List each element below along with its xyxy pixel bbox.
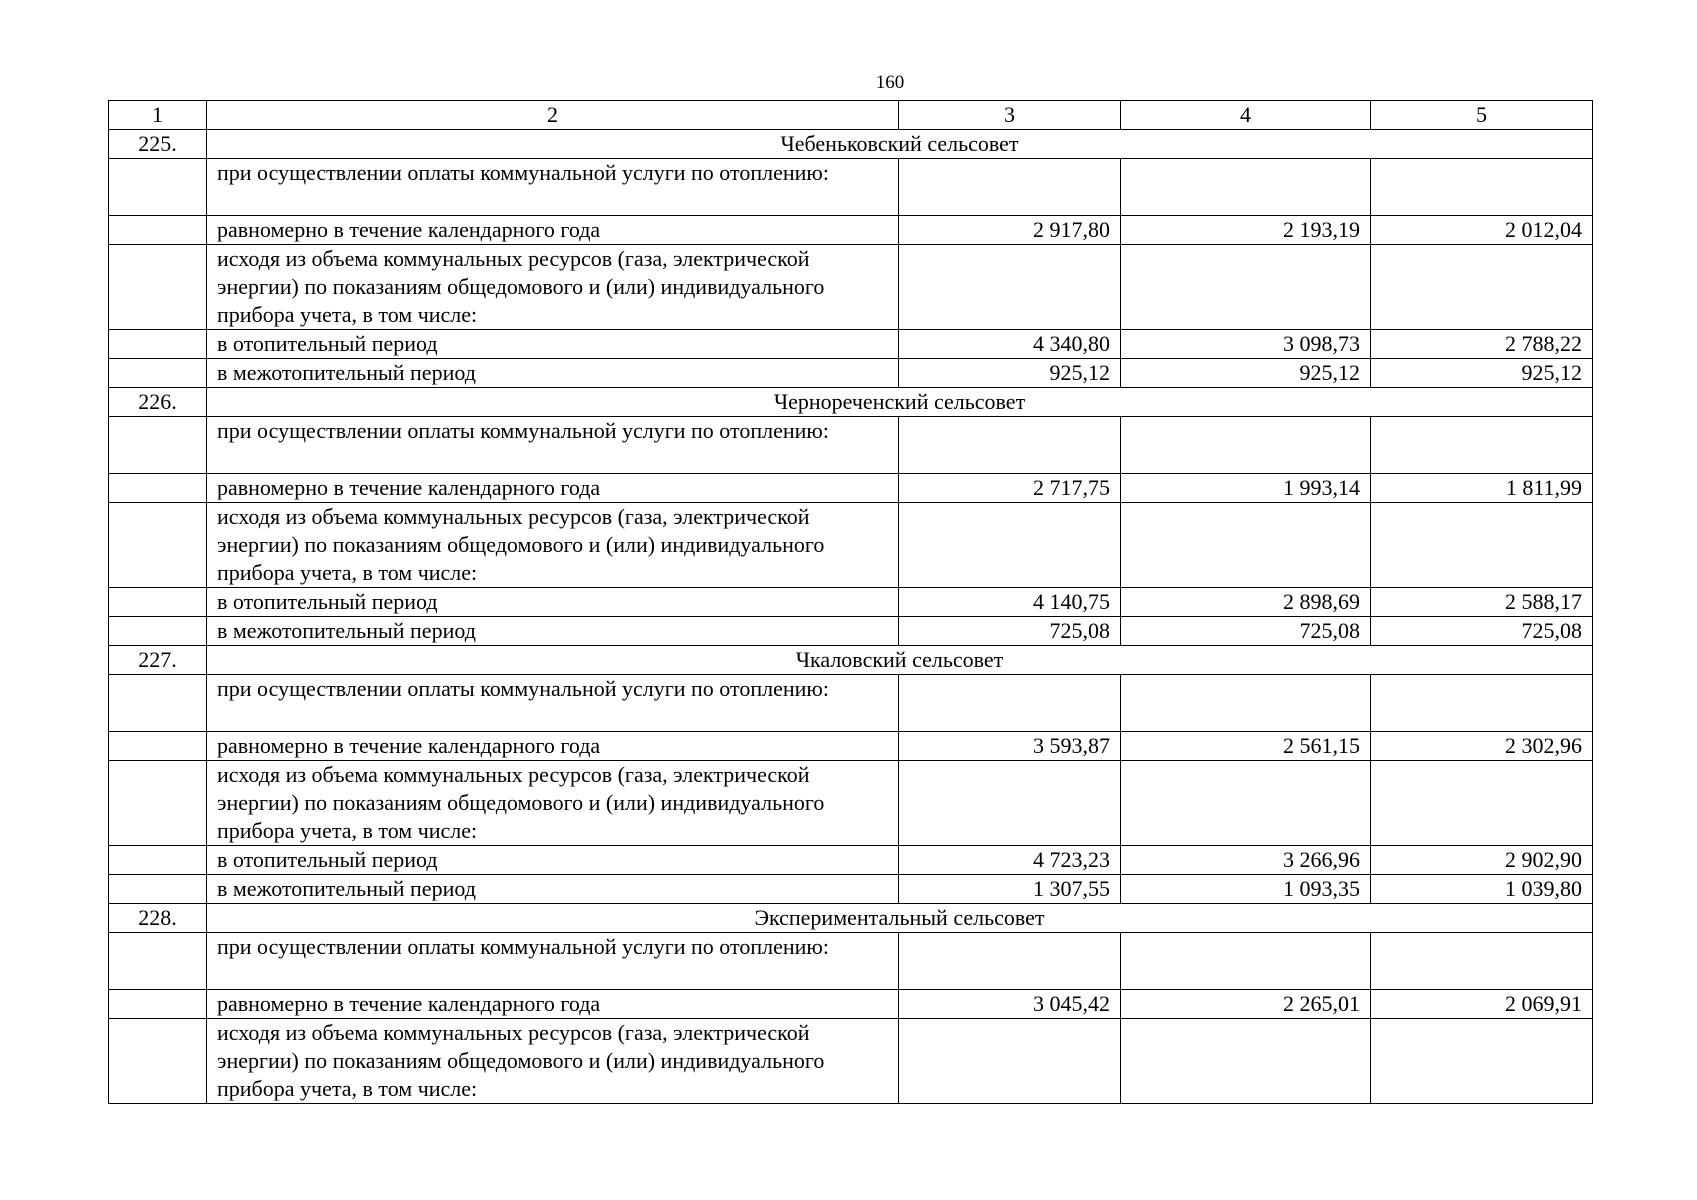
table-row: [109, 417, 1593, 474]
row-description: в отопительный период: [207, 330, 899, 359]
row-number: 228.: [109, 904, 207, 933]
value-col-3: [899, 933, 1121, 990]
row-number: 226.: [109, 388, 207, 417]
value-col-3: 4 140,75: [899, 588, 1121, 617]
value-col-4: 2 898,69: [1121, 588, 1371, 617]
table-row: [109, 588, 1593, 617]
value-col-4: 1 093,35: [1121, 875, 1371, 904]
value-col-3: 1 307,55: [899, 875, 1121, 904]
table-row: [109, 990, 1593, 1019]
empty-number-cell: [109, 617, 207, 646]
value-col-5: [1371, 1019, 1593, 1104]
value-col-3: [899, 159, 1121, 216]
row-description: в отопительный период: [207, 588, 899, 617]
section-header-row: [109, 646, 1593, 675]
value-col-5: [1371, 417, 1593, 474]
empty-number-cell: [109, 245, 207, 330]
empty-number-cell: [109, 359, 207, 388]
column-number-row: [109, 101, 1593, 130]
empty-number-cell: [109, 159, 207, 216]
row-description: равномерно в течение календарного года: [207, 732, 899, 761]
value-col-4: [1121, 933, 1371, 990]
value-col-5: 2 588,17: [1371, 588, 1593, 617]
table-row: [109, 675, 1593, 732]
empty-number-cell: [109, 1019, 207, 1104]
table-row: [109, 617, 1593, 646]
value-col-4: [1121, 761, 1371, 846]
value-col-3: 4 340,80: [899, 330, 1121, 359]
value-col-4: [1121, 1019, 1371, 1104]
value-col-5: [1371, 503, 1593, 588]
table-row: [109, 474, 1593, 503]
value-col-4: 925,12: [1121, 359, 1371, 388]
value-col-5: 2 302,96: [1371, 732, 1593, 761]
value-col-3: [899, 503, 1121, 588]
row-description: при осуществлении оплаты коммунальной услуги по отоплению:: [207, 675, 899, 732]
column-header: 4: [1121, 101, 1371, 130]
empty-number-cell: [109, 990, 207, 1019]
row-description: равномерно в течение календарного года: [207, 990, 899, 1019]
value-col-5: 925,12: [1371, 359, 1593, 388]
value-col-5: 2 902,90: [1371, 846, 1593, 875]
value-col-3: [899, 761, 1121, 846]
value-col-3: 2 717,75: [899, 474, 1121, 503]
value-col-5: 2 012,04: [1371, 216, 1593, 245]
value-col-3: [899, 675, 1121, 732]
empty-number-cell: [109, 675, 207, 732]
value-col-4: 2 561,15: [1121, 732, 1371, 761]
column-header: 3: [899, 101, 1121, 130]
value-col-3: [899, 417, 1121, 474]
table-row: [109, 503, 1593, 588]
row-description: в отопительный период: [207, 846, 899, 875]
page-number: 160: [875, 72, 905, 93]
row-description: равномерно в течение календарного года: [207, 474, 899, 503]
value-col-3: 4 723,23: [899, 846, 1121, 875]
value-col-5: 1 811,99: [1371, 474, 1593, 503]
value-col-4: [1121, 503, 1371, 588]
row-description: исходя из объема коммунальных ресурсов (газа, электрической энергии) по показаниям общедомового и (или) индивидуального прибора учета, в том числе:: [207, 761, 899, 846]
table-row: [109, 846, 1593, 875]
value-col-3: 3 593,87: [899, 732, 1121, 761]
table-row: [109, 933, 1593, 990]
table-row: [109, 761, 1593, 846]
settlement-name: Чкаловский сельсовет: [207, 646, 1593, 675]
row-description: равномерно в течение календарного года: [207, 216, 899, 245]
section-header-row: [109, 130, 1593, 159]
value-col-4: 3 098,73: [1121, 330, 1371, 359]
row-description: исходя из объема коммунальных ресурсов (газа, электрической энергии) по показаниям общедомового и (или) индивидуального прибора учета, в том числе:: [207, 503, 899, 588]
value-col-4: [1121, 245, 1371, 330]
value-col-3: 2 917,80: [899, 216, 1121, 245]
value-col-3: 3 045,42: [899, 990, 1121, 1019]
tariff-table: [108, 100, 1593, 1104]
empty-number-cell: [109, 588, 207, 617]
empty-number-cell: [109, 846, 207, 875]
value-col-4: 1 993,14: [1121, 474, 1371, 503]
table-row: [109, 245, 1593, 330]
value-col-5: 725,08: [1371, 617, 1593, 646]
table-row: [109, 330, 1593, 359]
value-col-5: [1371, 761, 1593, 846]
value-col-3: 725,08: [899, 617, 1121, 646]
value-col-3: [899, 245, 1121, 330]
empty-number-cell: [109, 474, 207, 503]
value-col-4: 3 266,96: [1121, 846, 1371, 875]
empty-number-cell: [109, 503, 207, 588]
table-row: [109, 159, 1593, 216]
value-col-3: [899, 1019, 1121, 1104]
column-header: 5: [1371, 101, 1593, 130]
value-col-4: [1121, 675, 1371, 732]
section-header-row: [109, 388, 1593, 417]
settlement-name: Экспериментальный сельсовет: [207, 904, 1593, 933]
value-col-5: [1371, 159, 1593, 216]
settlement-name: Чернореченский сельсовет: [207, 388, 1593, 417]
row-description: исходя из объема коммунальных ресурсов (газа, электрической энергии) по показаниям общедомового и (или) индивидуального прибора учета, в том числе:: [207, 245, 899, 330]
row-description: в межотопительный период: [207, 617, 899, 646]
value-col-5: 2 788,22: [1371, 330, 1593, 359]
empty-number-cell: [109, 875, 207, 904]
table-row: [109, 875, 1593, 904]
empty-number-cell: [109, 933, 207, 990]
table-row: [109, 1019, 1593, 1104]
empty-number-cell: [109, 417, 207, 474]
value-col-4: [1121, 159, 1371, 216]
settlement-name: Чебеньковский сельсовет: [207, 130, 1593, 159]
empty-number-cell: [109, 216, 207, 245]
row-description: в межотопительный период: [207, 875, 899, 904]
section-header-row: [109, 904, 1593, 933]
table-row: [109, 216, 1593, 245]
value-col-4: 2 193,19: [1121, 216, 1371, 245]
row-description: при осуществлении оплаты коммунальной услуги по отоплению:: [207, 159, 899, 216]
value-col-5: 1 039,80: [1371, 875, 1593, 904]
row-number: 227.: [109, 646, 207, 675]
table-row: [109, 359, 1593, 388]
empty-number-cell: [109, 330, 207, 359]
column-header: 1: [109, 101, 207, 130]
table-row: [109, 732, 1593, 761]
value-col-5: [1371, 245, 1593, 330]
row-description: при осуществлении оплаты коммунальной услуги по отоплению:: [207, 417, 899, 474]
column-header: 2: [207, 101, 899, 130]
row-description: в межотопительный период: [207, 359, 899, 388]
value-col-4: 725,08: [1121, 617, 1371, 646]
value-col-4: 2 265,01: [1121, 990, 1371, 1019]
empty-number-cell: [109, 732, 207, 761]
value-col-5: 2 069,91: [1371, 990, 1593, 1019]
value-col-5: [1371, 675, 1593, 732]
row-description: исходя из объема коммунальных ресурсов (газа, электрической энергии) по показаниям общедомового и (или) индивидуального прибора учета, в том числе:: [207, 1019, 899, 1104]
empty-number-cell: [109, 761, 207, 846]
value-col-5: [1371, 933, 1593, 990]
value-col-4: [1121, 417, 1371, 474]
row-description: при осуществлении оплаты коммунальной услуги по отоплению:: [207, 933, 899, 990]
row-number: 225.: [109, 130, 207, 159]
value-col-3: 925,12: [899, 359, 1121, 388]
